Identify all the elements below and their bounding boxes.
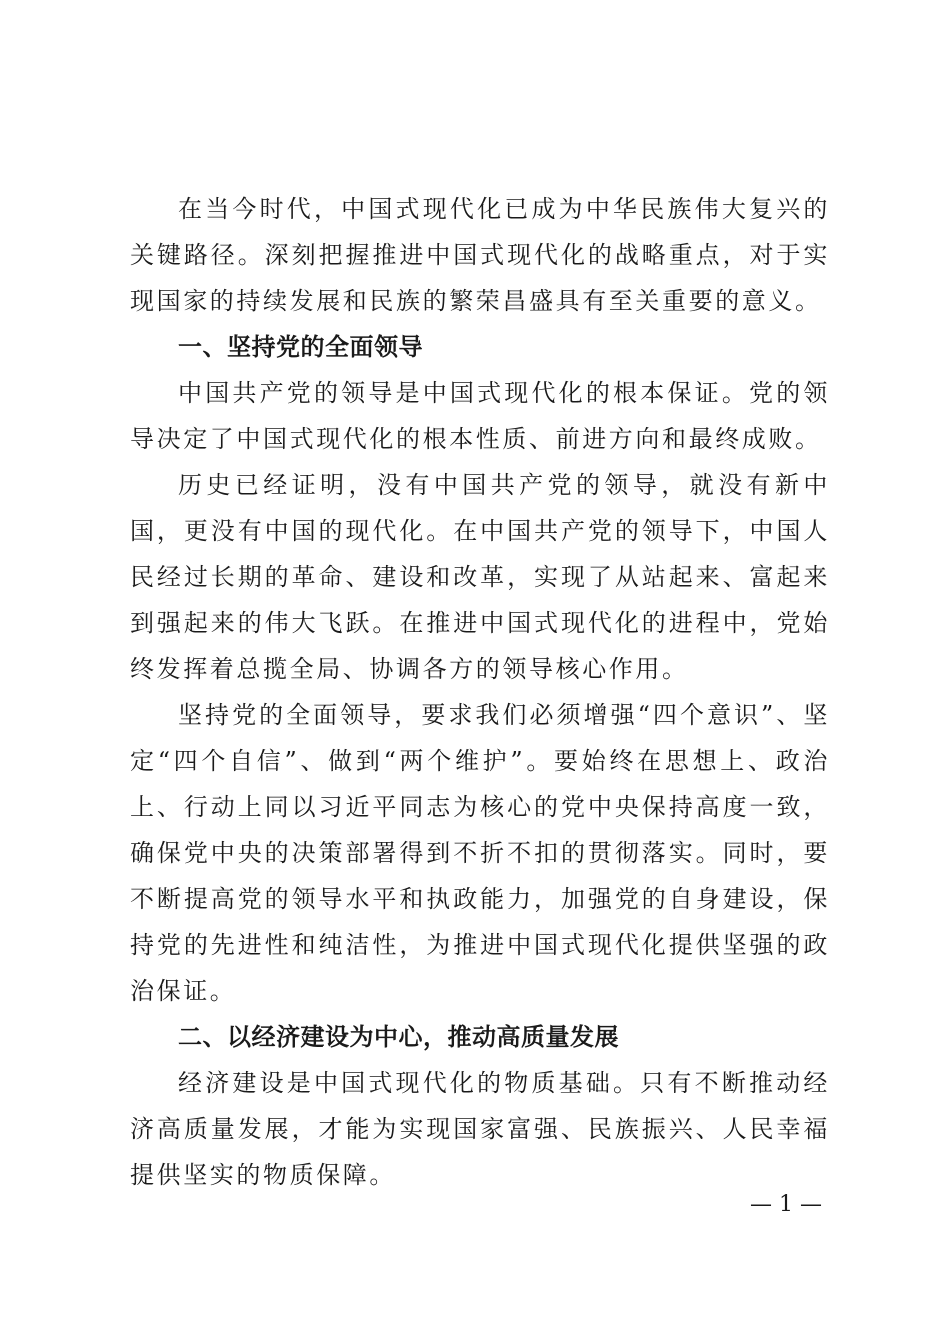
paragraph-economy: 经济建设是中国式现代化的物质基础。只有不断推动经济高质量发展，才能为实现国家富强、民族振兴、人民幸福提供坚实的物质保障。 [130, 1069, 830, 1189]
document-body [130, 186, 830, 1198]
section-heading-2: 二、以经济建设为中心，推动高质量发展 [178, 1023, 619, 1051]
paragraph-history: 历史已经证明，没有中国共产党的领导，就没有新中国，更没有中国的现代化。在中国共产党的领导下，中国人民经过长期的革命、建设和改革，实现了从站起来、富起来到强起来的伟大飞跃。在推进中国式现代化的进程中，党始终发挥着总揽全局、协调各方的领导核心作用。 [130, 471, 830, 683]
page-number: — 1 — [750, 1192, 822, 1217]
paragraph-requirements: 坚持党的全面领导，要求我们必须增强“四个意识”、坚定“四个自信”、做到“两个维护”。要始终在思想上、政治上、行动上同以习近平同志为核心的党中央保持高度一致，确保党中央的决策部署得到不折不扣的贯彻落实。同时，要不断提高党的领导水平和执政能力，加强党的自身建设，保持党的先进性和纯洁性，为推进中国式现代化提供坚强的政治保证。 [130, 701, 830, 1005]
paragraph-party-leadership: 中国共产党的领导是中国式现代化的根本保证。党的领导决定了中国式现代化的根本性质、前进方向和最终成败。 [130, 379, 830, 453]
section-heading-1: 一、坚持党的全面领导 [178, 333, 423, 361]
paragraph-intro: 在当今时代，中国式现代化已成为中华民族伟大复兴的关键路径。深刻把握推进中国式现代化的战略重点，对于实现国家的持续发展和民族的繁荣昌盛具有至关重要的意义。 [130, 195, 830, 315]
